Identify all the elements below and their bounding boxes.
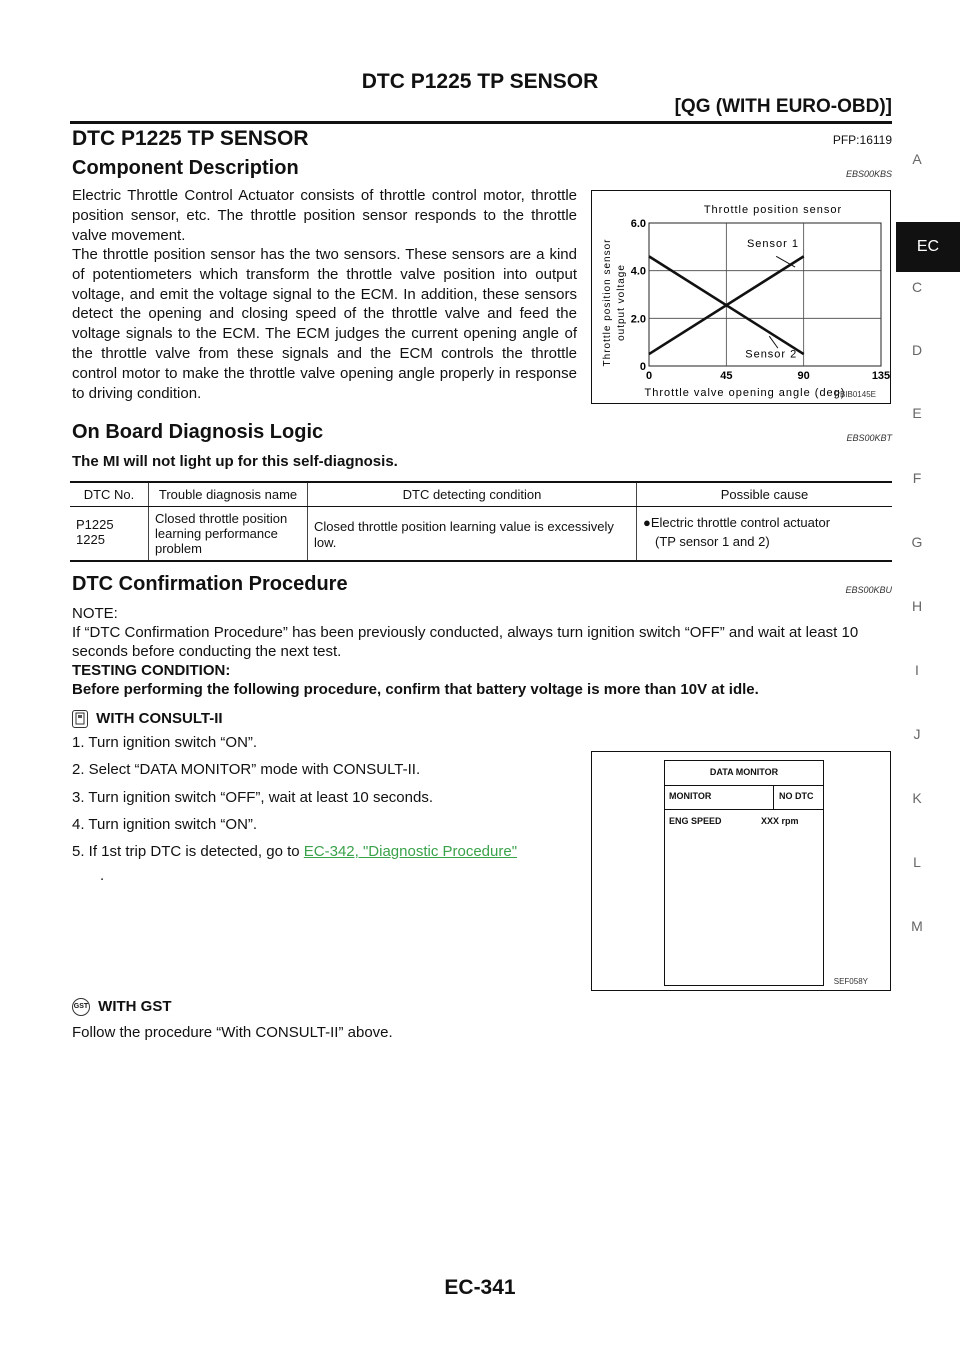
obd-note: The MI will not light up for this self-diagnosis. — [72, 453, 398, 470]
sidebar-tab-c[interactable]: C — [911, 279, 923, 295]
step-2: 2. Select “DATA MONITOR” mode with CONSULT-II. — [72, 761, 421, 778]
step-3: 3. Turn ignition switch “OFF”, wait at least 10 seconds. — [72, 789, 433, 806]
obd-code: EBS00KBT — [846, 433, 892, 443]
step-1: 1. Turn ignition switch “ON”. — [72, 734, 258, 751]
page-header-title: DTC P1225 TP SENSOR — [361, 70, 599, 93]
monitor-status: NO DTC — [779, 791, 814, 801]
sidebar-tab-ec-active[interactable]: EC — [896, 222, 960, 272]
dtc-table-header: DTC detecting condition — [308, 483, 637, 507]
data-monitor-figure — [591, 751, 891, 991]
sidebar-tab-i[interactable]: I — [915, 662, 919, 678]
confirm-heading: DTC Confirmation Procedure — [72, 573, 348, 595]
x-tick-label: 135 — [871, 370, 890, 382]
gst-icon: GST — [72, 998, 90, 1016]
divider — [665, 809, 823, 810]
component-paragraph-2: The throttle position sensor has the two sensors. These sensors are a kind of potentiometers which transform the throttle valve position into output voltage, and emit the voltage signal to the ECM. In addition, these sensors detect the opening and closing speed of the throttle valve and feed the voltage signals to the ECM. The ECM judges the current opening angle of the throttle valve from these signals and the ECM controls the throttle control motor to make the throttle valve opening angle properly in response to driving condition. — [72, 246, 577, 402]
note-block — [72, 604, 894, 699]
divider — [773, 785, 774, 809]
detecting-condition-cell: Closed throttle position learning value is excessively low. — [308, 507, 637, 561]
component-heading: Component Description — [72, 157, 299, 179]
step-5-suffix: . — [100, 867, 105, 884]
dtc-table-header: DTC No. — [70, 483, 149, 507]
header-rule — [70, 121, 892, 124]
sensor-2-label: Sensor 2 — [745, 348, 798, 361]
dtc-table-header: Possible cause — [637, 483, 893, 507]
component-paragraph-1: Electric Throttle Control Actuator consists of throttle control motor, throttle position sensor, etc. The throttle position sensor responds to the throttle valve movement. — [72, 187, 577, 244]
dtc-table — [70, 483, 892, 560]
page-title: DTC P1225 TP SENSOR — [72, 127, 309, 150]
gst-text: Follow the procedure “With CONSULT-II” above. — [72, 1024, 393, 1041]
y-axis-label: output voltage — [616, 264, 627, 341]
y-tick-label: 0 — [639, 361, 646, 373]
pfp-code: PFP:16119 — [832, 133, 892, 147]
testing-text: Before performing the following procedure, confirm that battery voltage is more than 10V at idle. — [72, 681, 759, 698]
gst-heading-row — [72, 998, 172, 1016]
consult-ii-icon — [72, 710, 88, 728]
page-header-subtitle: [QG (WITH EURO-OBD)] — [674, 96, 892, 117]
cause-line-2: (TP sensor 1 and 2) — [655, 534, 770, 549]
page-number: EC-341 — [444, 1276, 516, 1299]
component-code: EBS00KBS — [845, 169, 892, 179]
y-axis-label: Throttle position sensor — [602, 238, 613, 367]
consult-heading-row — [72, 710, 223, 728]
trouble-name-cell: Closed throttle position learning performance problem — [149, 507, 308, 561]
figure2-code: SEF058Y — [833, 977, 868, 986]
bullet: ● — [643, 515, 651, 530]
sidebar-tab-f[interactable]: F — [912, 470, 922, 486]
x-tick-label: 0 — [645, 370, 653, 382]
divider — [665, 785, 823, 786]
sidebar-tab-a[interactable]: A — [912, 151, 922, 167]
x-axis-label: Throttle valve opening angle (deg) — [644, 387, 846, 399]
data-monitor-title: DATA MONITOR — [709, 767, 779, 777]
y-tick-label: 4.0 — [630, 265, 646, 278]
data-monitor-screen — [664, 760, 824, 986]
sensor-1-label: Sensor 1 — [746, 237, 799, 250]
steps-list — [72, 734, 582, 884]
step-5-text: 5. If 1st trip DTC is detected, go to — [72, 843, 304, 860]
sidebar-tab-d[interactable]: D — [911, 342, 923, 358]
tp-sensor-chart — [592, 191, 890, 403]
y-tick-label: 2.0 — [630, 313, 646, 326]
dtc-table-header: Trouble diagnosis name — [149, 483, 308, 507]
note-label: NOTE: — [72, 605, 118, 622]
sidebar-tab-e[interactable]: E — [912, 405, 922, 421]
tp-sensor-figure — [591, 190, 891, 404]
consult-heading: WITH CONSULT-II — [96, 710, 223, 727]
cause-line-1: Electric throttle control actuator — [650, 515, 831, 530]
dtc-number-cell — [70, 507, 149, 561]
x-tick-label: 45 — [720, 370, 733, 382]
x-tick-label: 90 — [797, 370, 810, 382]
table-row — [70, 507, 892, 561]
dtc-table-wrap — [70, 481, 892, 562]
possible-cause-cell — [637, 507, 893, 561]
sidebar-tab-g[interactable]: G — [911, 534, 923, 550]
note-text: If “DTC Confirmation Procedure” has been previously conducted, always turn ignition switch “OFF” and wait at least 10 seconds before conducting the next test. — [72, 624, 859, 660]
y-tick-label: 6.0 — [630, 218, 646, 230]
sidebar-tab-m[interactable]: M — [911, 918, 923, 934]
monitor-value: XXX rpm — [761, 816, 799, 826]
gst-heading: WITH GST — [98, 998, 172, 1015]
sensor-1-leader — [776, 256, 795, 267]
step-5 — [72, 843, 517, 860]
testing-label: TESTING CONDITION: — [72, 662, 231, 679]
dtc-number-alt: 1225 — [76, 532, 105, 547]
dtc-number: P1225 — [76, 517, 114, 532]
monitor-label: MONITOR — [669, 791, 712, 801]
confirm-code: EBS00KBU — [845, 585, 892, 595]
monitor-item: ENG SPEED — [669, 816, 722, 826]
sidebar-tab-k[interactable]: K — [912, 790, 922, 806]
sidebar-tab-l[interactable]: L — [913, 854, 921, 870]
chart-title: Throttle position sensor — [703, 204, 843, 216]
obd-heading: On Board Diagnosis Logic — [72, 421, 324, 443]
figure1-code: PBIB0145E — [834, 390, 876, 399]
sidebar-tab-j[interactable]: J — [913, 726, 921, 742]
step-4: 4. Turn ignition switch “ON”. — [72, 816, 258, 833]
sidebar-tab-h[interactable]: H — [911, 598, 923, 614]
diagnostic-procedure-link[interactable]: EC-342, "Diagnostic Procedure" — [303, 843, 518, 860]
